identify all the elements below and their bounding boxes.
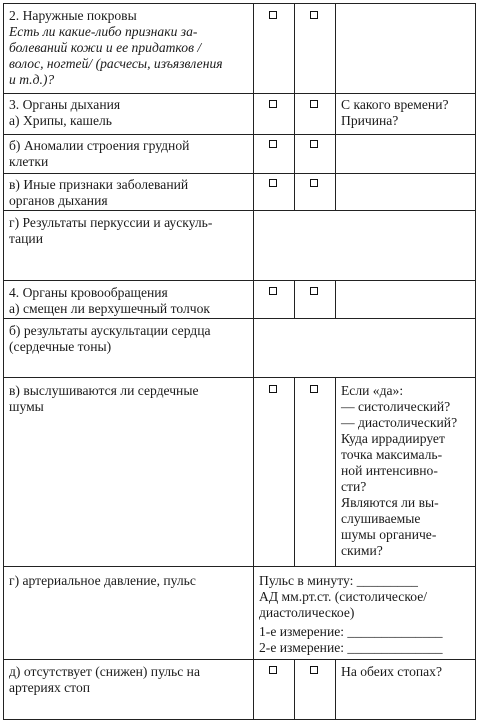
- column-divider: [335, 377, 336, 566]
- bp-measurement-2-field[interactable]: 2-е измерение: ______________: [259, 640, 443, 655]
- yes-checkbox[interactable]: [269, 100, 277, 108]
- pulse-field[interactable]: Пульс в минуту: _________: [259, 573, 418, 588]
- row-divider: [3, 173, 476, 174]
- yes-checkbox[interactable]: [269, 385, 277, 393]
- row-note: слушиваемые: [341, 511, 421, 526]
- yes-checkbox[interactable]: [269, 666, 277, 674]
- row-label: органов дыхания: [9, 193, 108, 208]
- row-note: шумы органиче-: [341, 527, 437, 542]
- column-divider: [335, 3, 336, 210]
- column-divider: [294, 377, 295, 566]
- column-divider: [294, 3, 295, 210]
- row-label: б) Аномалии строения грудной: [9, 138, 190, 153]
- row-note: Причина?: [341, 113, 399, 128]
- column-divider: [294, 280, 295, 318]
- row-note: ной интенсивно-: [341, 463, 438, 478]
- no-checkbox[interactable]: [310, 179, 318, 187]
- no-checkbox[interactable]: [310, 11, 318, 19]
- column-divider: [294, 659, 295, 719]
- row-label: волос, ногтей/ (расчесы, изъязвления: [9, 56, 223, 71]
- table-border-left: [3, 3, 4, 720]
- row-label: Есть ли какие-либо признаки за-: [9, 24, 198, 39]
- bp-note: диастолическое): [259, 605, 355, 620]
- row-divider: [3, 134, 476, 135]
- no-checkbox[interactable]: [310, 100, 318, 108]
- row-label: 3. Органы дыхания: [9, 97, 121, 112]
- row-divider: [3, 210, 476, 211]
- row-label: (сердечные тоны): [9, 339, 112, 354]
- row-label: в) Иные признаки заболеваний: [9, 177, 189, 192]
- row-label: тации: [9, 231, 43, 246]
- row-divider: [3, 3, 476, 4]
- no-checkbox[interactable]: [310, 287, 318, 295]
- row-label: артериях стоп: [9, 680, 91, 695]
- row-label: 2. Наружные покровы: [9, 8, 137, 23]
- row-label: г) Результаты перкуссии и аускуль-: [9, 215, 213, 230]
- row-note: скими?: [341, 543, 383, 558]
- yes-checkbox[interactable]: [269, 140, 277, 148]
- row-label: шумы: [9, 399, 44, 414]
- row-note: Куда иррадиирует: [341, 431, 445, 446]
- no-checkbox[interactable]: [310, 666, 318, 674]
- row-label: г) артериальное давление, пульс: [9, 573, 196, 588]
- no-checkbox[interactable]: [310, 385, 318, 393]
- row-label: а) смещен ли верхушечный толчок: [9, 301, 210, 316]
- row-divider: [3, 659, 476, 660]
- row-label: болеваний кожи и ее придатков /: [9, 40, 202, 55]
- row-label: а) Хрипы, кашель: [9, 113, 112, 128]
- row-divider: [3, 566, 476, 567]
- yes-checkbox[interactable]: [269, 179, 277, 187]
- row-note: На обеих стопах?: [341, 664, 443, 679]
- row-label: в) выслушиваются ли сердечные: [9, 383, 199, 398]
- row-label: 4. Органы кровообращения: [9, 285, 168, 300]
- row-note: — диастолический?: [341, 415, 458, 430]
- row-divider: [3, 280, 476, 281]
- row-label: д) отсутствует (снижен) пульс на: [9, 664, 200, 679]
- row-note: Если «да»:: [341, 383, 404, 398]
- yes-checkbox[interactable]: [269, 287, 277, 295]
- row-note: сти?: [341, 479, 367, 494]
- row-label: клетки: [9, 154, 49, 169]
- yes-checkbox[interactable]: [269, 11, 277, 19]
- row-note: точка максималь-: [341, 447, 443, 462]
- row-note: — систолический?: [341, 399, 451, 414]
- row-label: б) результаты аускультации сердца: [9, 323, 211, 338]
- bp-measurement-1-field[interactable]: 1-е измерение: ______________: [259, 624, 443, 639]
- row-note: С какого времени?: [341, 97, 449, 112]
- column-divider: [335, 280, 336, 318]
- row-note: Являются ли вы-: [341, 495, 439, 510]
- row-divider: [3, 93, 476, 94]
- row-divider: [3, 719, 476, 720]
- no-checkbox[interactable]: [310, 140, 318, 148]
- row-divider: [3, 377, 476, 378]
- row-label: и т.д.)?: [9, 72, 55, 87]
- table-border-right: [475, 3, 476, 720]
- bp-note: АД мм.рт.ст. (систолическое/: [259, 589, 428, 604]
- column-divider: [253, 3, 254, 720]
- column-divider: [335, 659, 336, 719]
- row-divider: [3, 318, 476, 319]
